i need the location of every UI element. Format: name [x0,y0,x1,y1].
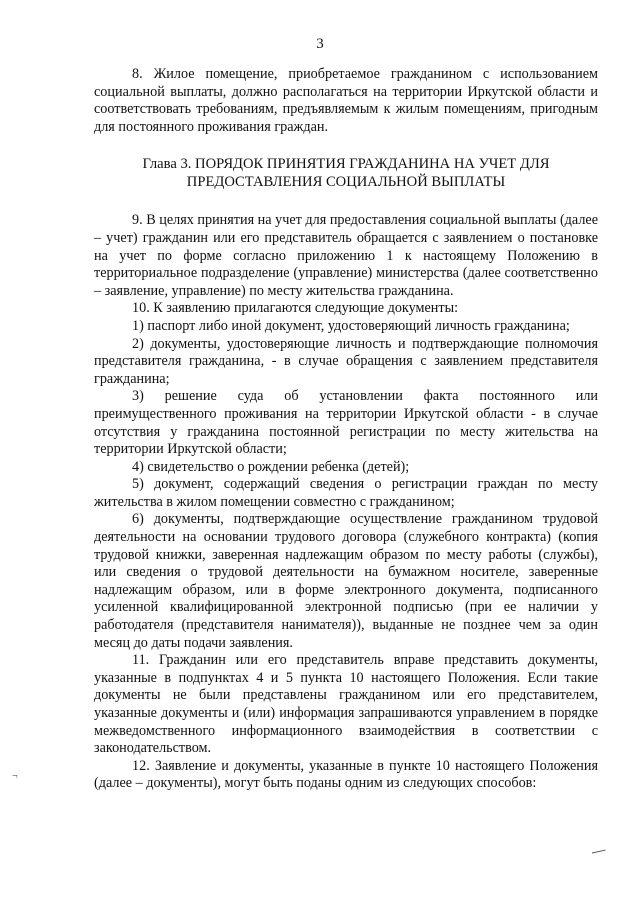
list-item-5: 5) документ, содержащий сведения о регистрации граждан по месту жительства в жилом помещении совместно с гражданином; [94,476,598,510]
page-number: 3 [316,36,324,52]
chapter-heading-line-1: Глава 3. ПОРЯДОК ПРИНЯТИЯ ГРАЖДАНИНА НА УЧЕТ ДЛЯ [142,156,550,173]
list-item-6: 6) документы, подтверждающие осуществление гражданином трудовой деятельности на основании трудового договора (служебного контракта) (копия трудовой книжки, заверенная надлежащим образом по месту работы (службы), или сведения о трудовой деятельности на бумажном носителе, заверенные надлежащим образом, или в форме электронного документа, подписанного усиленной квалифицированной электронной подписью (при ее наличии у работодателя (представителя нанимателя)), выданные не позднее чем за один месяц до даты подачи заявления. [94,511,598,651]
paragraph-9: 9. В целях принятия на учет для предоставления социальной выплаты (далее – учет) гражданин или его представитель обращается с заявлением о постановке на учет по форме согласно приложению 1 к настоящему Положению в территориальное подразделение (управление) министерства (далее соответственно – заявление, управление) по месту жительства гражданина. [94,212,598,299]
chapter-heading [94,155,598,191]
paragraph-12: 12. Заявление и документы, указанные в пункте 10 настоящего Положения (далее – документы), могут быть поданы одним из следующих способов: [94,757,598,792]
list-item-4: 4) свидетельство о рождении ребенка (детей); [132,458,410,475]
paragraph-10: 10. К заявлению прилагаются следующие документы: [132,300,459,317]
paragraph-11: 11. Гражданин или его представитель вправе представить документы, указанные в подпунктах 4 и 5 пункта 10 настоящего Положения. Если такие документы не были представлены гражданином или его представителем, указанные документы и (или) информация запрашиваются управлением в порядке межведомственного информационного взаимодействия в соответствии с законодательством. [94,652,598,757]
list-item-2: 2) документы, удостоверяющие личность и подтверждающие полномочия представителя гражданина, - в случае обращения с заявлением представителя гражданина; [94,335,598,387]
scan-mark-right [592,850,606,856]
paragraph-8: 8. Жилое помещение, приобретаемое гражданином с использованием социальной выплаты, должно располагаться на территории Иркутской области и соответствовать требованиям, предъявляемым к жилым помещениям, пригодным для постоянного проживания граждан. [94,66,598,135]
scan-mark-left: ¬ [12,771,18,782]
list-item-3: 3) решение суда об установлении факта постоянного или преимущественного проживания на территории Иркутской области - в случае отсутствия у гражданина постоянной регистрации по месту жительства на территории Иркутской области; [94,388,598,458]
list-item-1: 1) паспорт либо иной документ, удостоверяющий личность гражданина; [132,317,570,334]
chapter-heading-line-2: ПРЕДОСТАВЛЕНИЯ СОЦИАЛЬНОЙ ВЫПЛАТЫ [186,174,506,191]
document-body [94,66,598,793]
